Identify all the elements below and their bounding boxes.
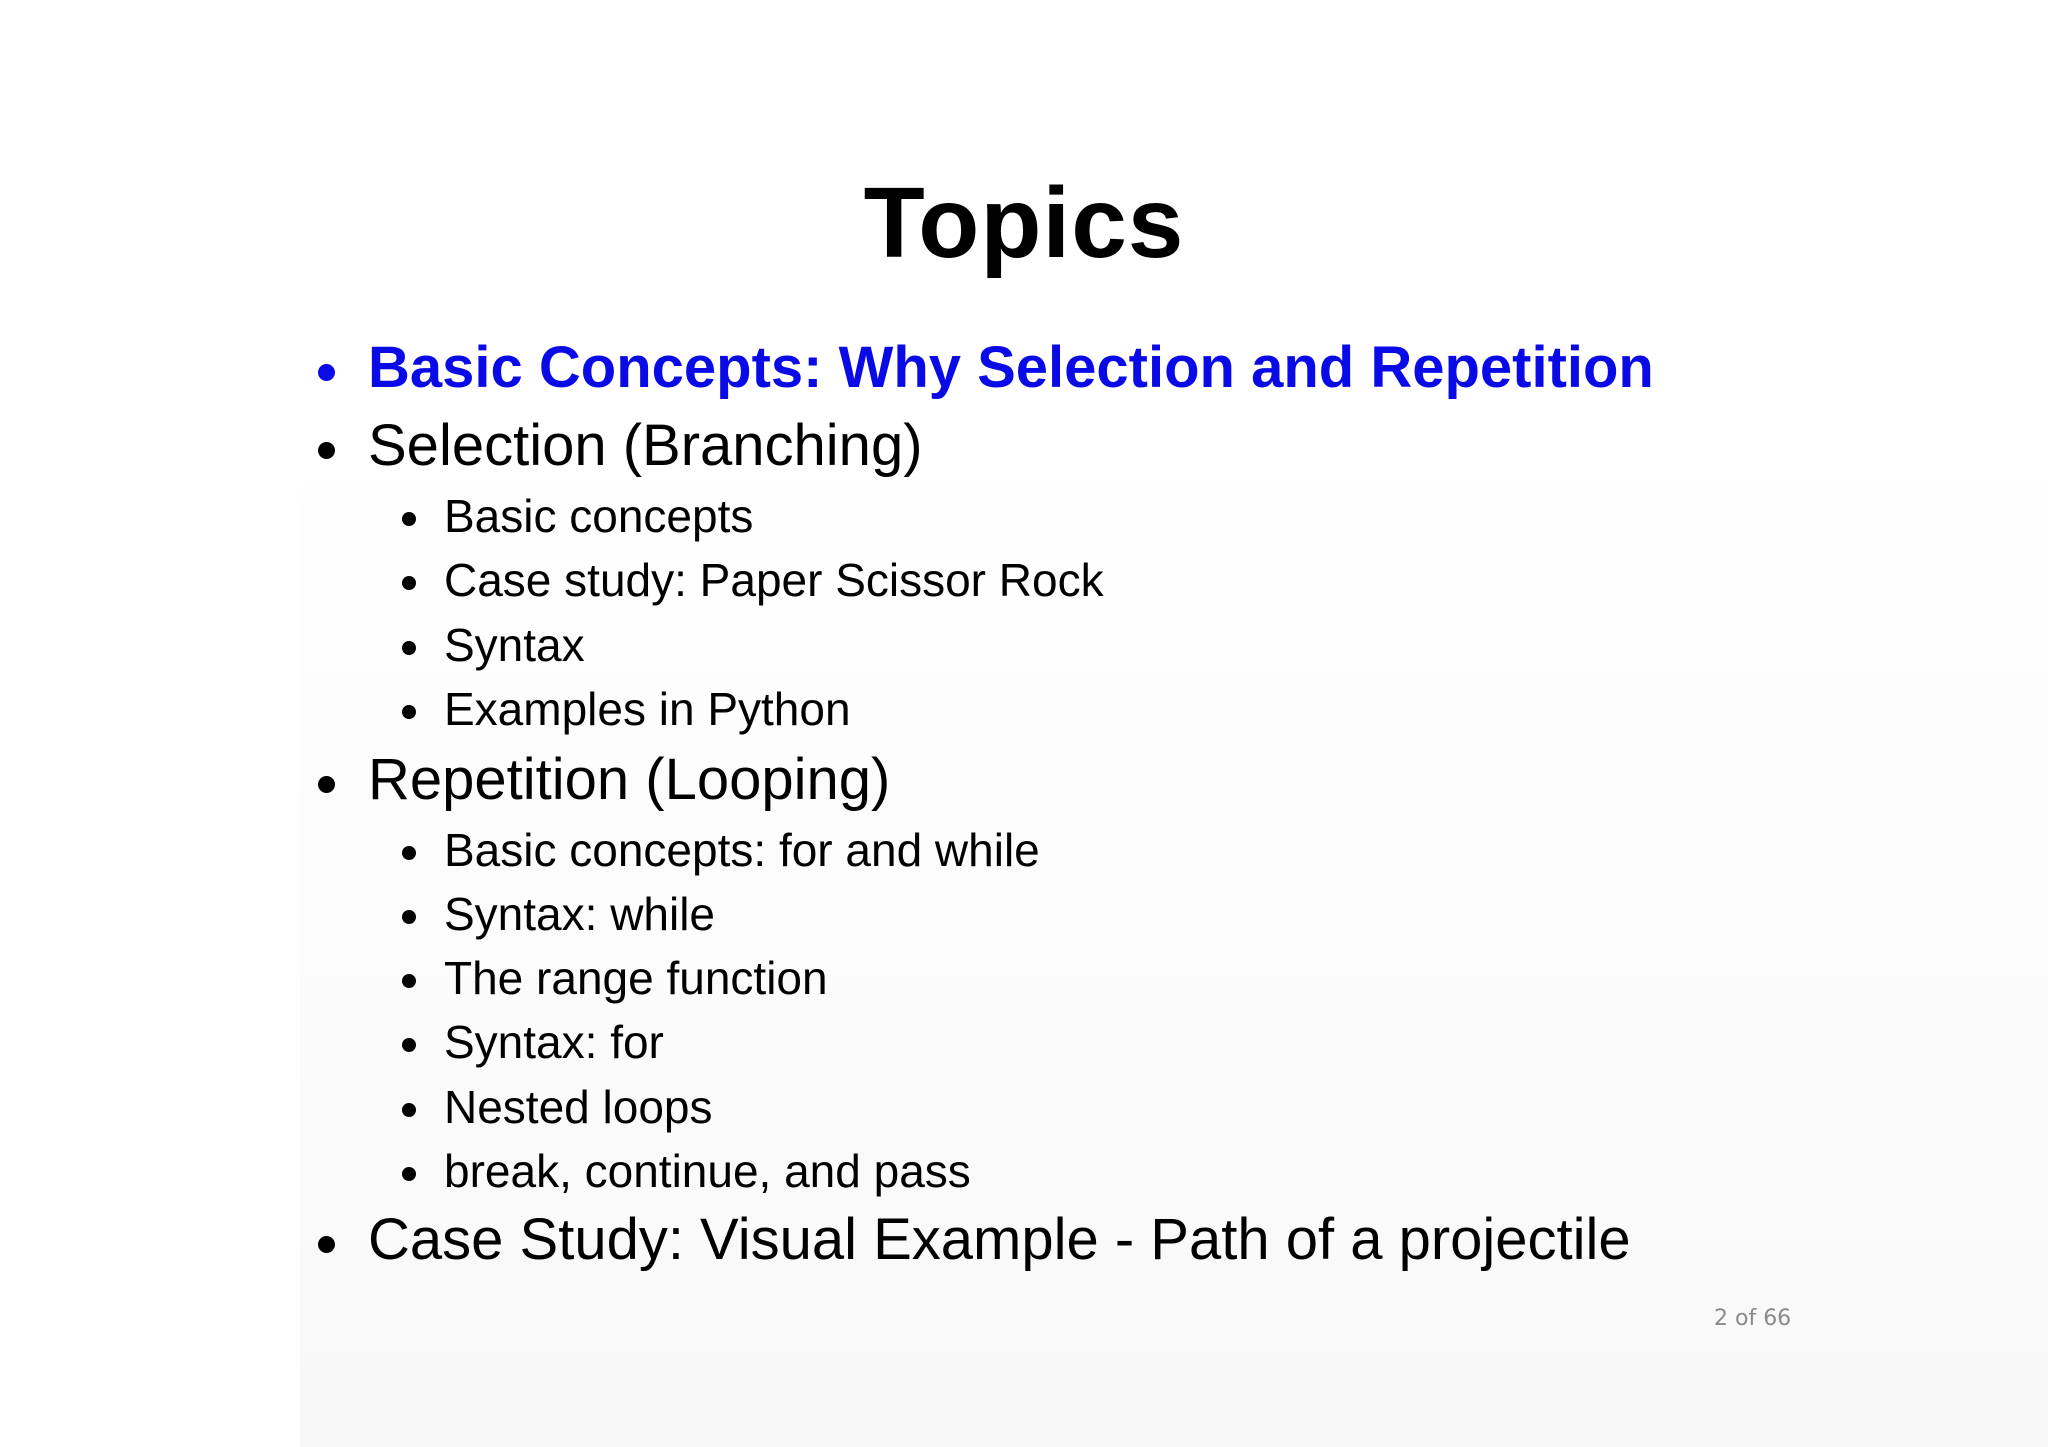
bullet-icon <box>402 910 416 924</box>
list-item-text: Basic concepts: for and while <box>444 824 1040 876</box>
list-item-text: Syntax <box>444 619 585 671</box>
bullet-icon <box>402 1038 416 1052</box>
bullet-icon <box>318 776 335 793</box>
list-item-text: Syntax: while <box>444 888 716 940</box>
bullet-icon <box>402 641 416 655</box>
list-item-text: Examples in Python <box>444 683 851 735</box>
bullet-icon <box>402 705 416 719</box>
topic-repetition <box>368 748 890 812</box>
subtopic-for-while <box>444 824 1040 876</box>
topic-case-study-projectile <box>368 1208 1631 1272</box>
subtopic-selection-basic-concepts <box>444 490 753 542</box>
list-item-text: Basic Concepts: Why Selection and Repetition <box>368 335 1654 400</box>
bullet-icon <box>318 1236 335 1253</box>
bullet-icon <box>402 846 416 860</box>
bullet-icon <box>318 364 335 381</box>
list-item-text: break, continue, and pass <box>444 1145 971 1197</box>
topic-basic-concepts <box>368 336 1654 400</box>
list-item-text: The range function <box>444 952 828 1004</box>
subtopic-syntax <box>444 619 585 671</box>
list-item-text: Nested loops <box>444 1081 713 1133</box>
bullet-icon <box>318 442 335 459</box>
bullet-icon <box>402 1103 416 1117</box>
list-item-text: Repetition (Looping) <box>368 747 891 812</box>
bullet-icon <box>402 1167 416 1181</box>
subtopic-syntax-for <box>444 1016 664 1068</box>
list-item-text: Syntax: for <box>444 1016 664 1068</box>
subtopic-nested-loops <box>444 1081 713 1133</box>
bullet-icon <box>402 974 416 988</box>
subtopic-examples-python <box>444 683 851 735</box>
subtopic-syntax-while <box>444 888 715 940</box>
list-item-text: Basic concepts <box>444 490 754 542</box>
list-item-text: Case study: Paper Scissor Rock <box>444 554 1104 606</box>
subtopic-range-function <box>444 952 828 1004</box>
subtopic-break-continue-pass <box>444 1145 971 1197</box>
topic-selection <box>368 414 923 478</box>
bullet-icon <box>402 512 416 526</box>
page-number: 2 of 66 <box>1714 1306 1792 1331</box>
subtopic-case-study-psr <box>444 554 1104 606</box>
bullet-icon <box>402 576 416 590</box>
list-item-text: Case Study: Visual Example - Path of a projectile <box>368 1207 1631 1272</box>
list-item-text: Selection (Branching) <box>368 413 923 478</box>
slide-title: Topics <box>863 167 1185 279</box>
